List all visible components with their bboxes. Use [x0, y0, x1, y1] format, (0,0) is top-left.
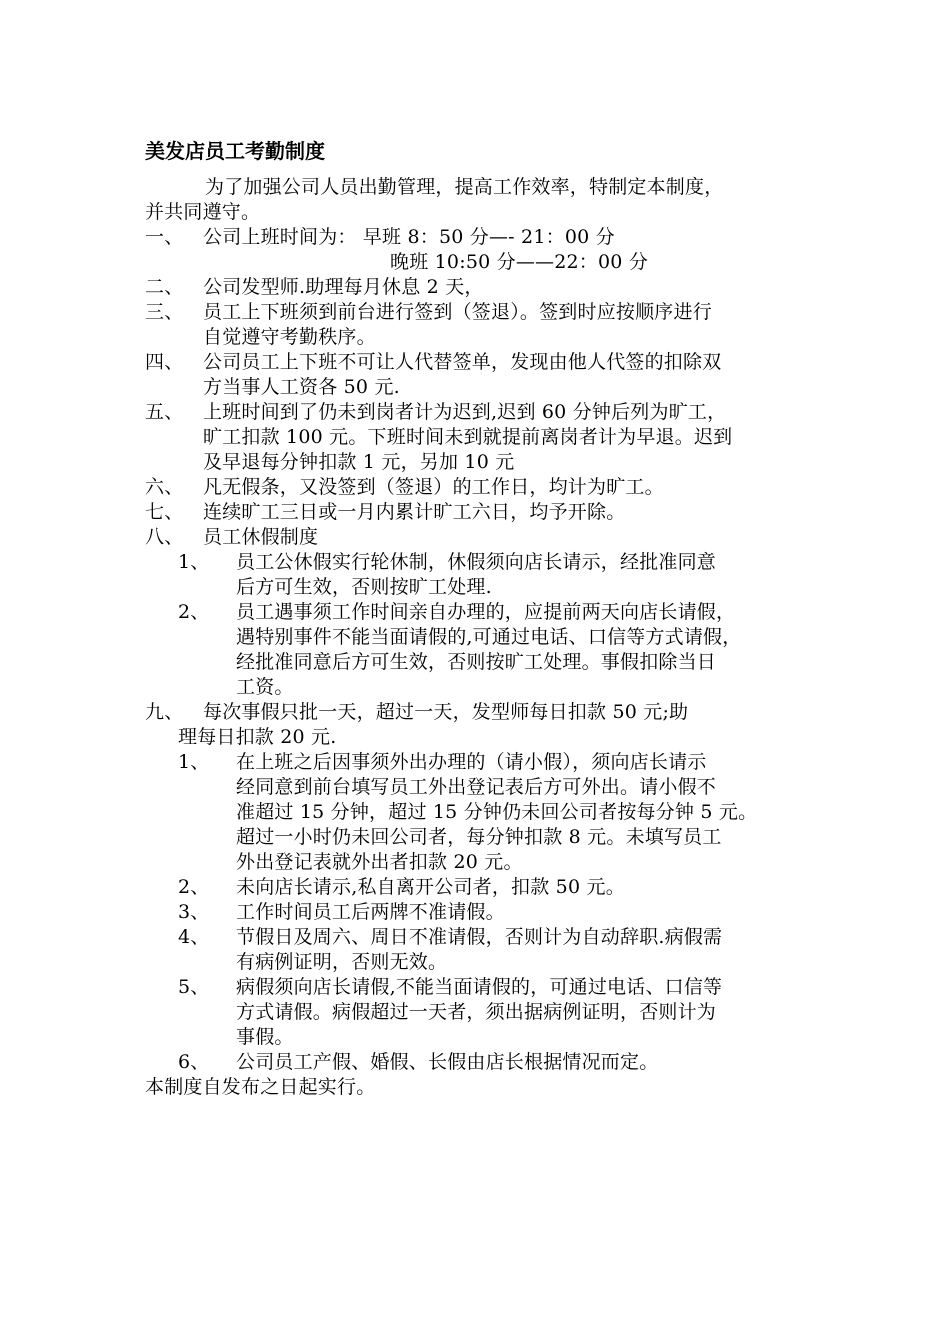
sub-item-text: 遇特别事件不能当面请假的,可通过电话、口信等方式请假， [236, 626, 742, 648]
sub-item-text: 经同意到前台填写员工外出登记表后方可外出。请小假不 [236, 776, 717, 798]
item-text: 晚班 10:50 分——22：00 分 [390, 251, 649, 273]
sub-item-text: 经批准同意后方可生效，否则按旷工处理。事假扣除当日 [236, 651, 717, 673]
sub-item-number: 1、 [178, 751, 210, 773]
item-number: 二、 [145, 276, 184, 298]
sub-item-number: 4、 [178, 926, 210, 948]
item-number: 七、 [145, 501, 184, 523]
sub-item-text: 公司员工产假、婚假、长假由店长根据情况而定。 [236, 1051, 659, 1073]
item-text: 旷工扣款 100 元。下班时间未到就提前离岗者计为早退。迟到 [203, 426, 733, 448]
item-number: 九、 [145, 701, 184, 723]
sub-item-number: 3、 [178, 901, 210, 923]
sub-item-number: 2、 [178, 601, 210, 623]
sub-item-number: 6、 [178, 1051, 210, 1073]
intro-line: 并共同遵守。 [145, 201, 261, 223]
item-text: 凡无假条，又没签到（签退）的工作日，均计为旷工。 [203, 476, 664, 498]
item-text: 公司发型师.助理每月休息 2 天， [203, 276, 484, 298]
item-number: 六、 [145, 476, 184, 498]
sub-item-text: 未向店长请示,私自离开公司者，扣款 50 元。 [236, 876, 625, 898]
item-text: 方当事人工资各 50 元. [203, 376, 400, 398]
sub-item-text: 外出登记表就外出者扣款 20 元。 [236, 851, 523, 873]
item-text: 每次事假只批一天，超过一天，发型师每日扣款 50 元;助 [203, 701, 689, 723]
sub-item-text: 工作时间员工后两牌不准请假。 [236, 901, 505, 923]
sub-item-number: 1、 [178, 551, 210, 573]
sub-item-text: 后方可生效，否则按旷工处理. [236, 576, 492, 598]
sub-item-text: 员工公休假实行轮休制，休假须向店长请示，经批准同意 [236, 551, 717, 573]
item-text: 自觉遵守考勤秩序。 [203, 326, 376, 348]
item-text: 公司上班时间为： 早班 8：50 分—- 21：00 分 [203, 226, 615, 248]
sub-item-text: 方式请假。病假超过一天者，须出据病例证明，否则计为 [236, 1001, 717, 1023]
item-number: 三、 [145, 301, 184, 323]
document-footer: 本制度自发布之日起实行。 [145, 1076, 376, 1098]
sub-item-text: 在上班之后因事须外出办理的（请小假），须向店长请示 [236, 751, 707, 773]
sub-item-text: 工资。 [236, 676, 294, 698]
item-number: 五、 [145, 401, 184, 423]
sub-item-number: 2、 [178, 876, 210, 898]
item-text: 理每日扣款 20 元. [178, 726, 337, 748]
item-text: 及早退每分钟扣款 1 元，另加 10 元 [203, 451, 515, 473]
document-title: 美发店员工考勤制度 [145, 139, 325, 163]
sub-item-text: 有病例证明，否则无效。 [236, 951, 448, 973]
sub-item-text: 员工遇事须工作时间亲自办理的，应提前两天向店长请假， [236, 601, 736, 623]
item-text: 公司员工上下班不可让人代替签单，发现由他人代签的扣除双 [203, 351, 722, 373]
sub-item-text: 准超过 15 分钟，超过 15 分钟仍未回公司者按每分钟 5 元。 [236, 801, 758, 823]
sub-item-text: 节假日及周六、周日不准请假，否则计为自动辞职.病假需 [236, 926, 723, 948]
item-text: 连续旷工三日或一月内累计旷工六日，均予开除。 [203, 501, 626, 523]
item-number: 四、 [145, 351, 184, 373]
sub-item-text: 病假须向店长请假,不能当面请假的，可通过电话、口信等 [236, 976, 723, 998]
item-number: 一、 [145, 226, 184, 248]
sub-item-text: 超过一小时仍未回公司者，每分钟扣款 8 元。未填写员工 [236, 826, 722, 848]
item-text: 员工休假制度 [203, 526, 319, 548]
item-text: 上班时间到了仍未到岗者计为迟到,迟到 60 分钟后列为旷工， [203, 401, 727, 423]
sub-item-number: 5、 [178, 976, 210, 998]
sub-item-text: 事假。 [236, 1026, 294, 1048]
intro-line: 为了加强公司人员出勤管理，提高工作效率，特制定本制度， [205, 176, 724, 198]
item-text: 员工上下班须到前台进行签到（签退）。签到时应按顺序进行 [203, 301, 712, 323]
item-number: 八、 [145, 526, 184, 548]
